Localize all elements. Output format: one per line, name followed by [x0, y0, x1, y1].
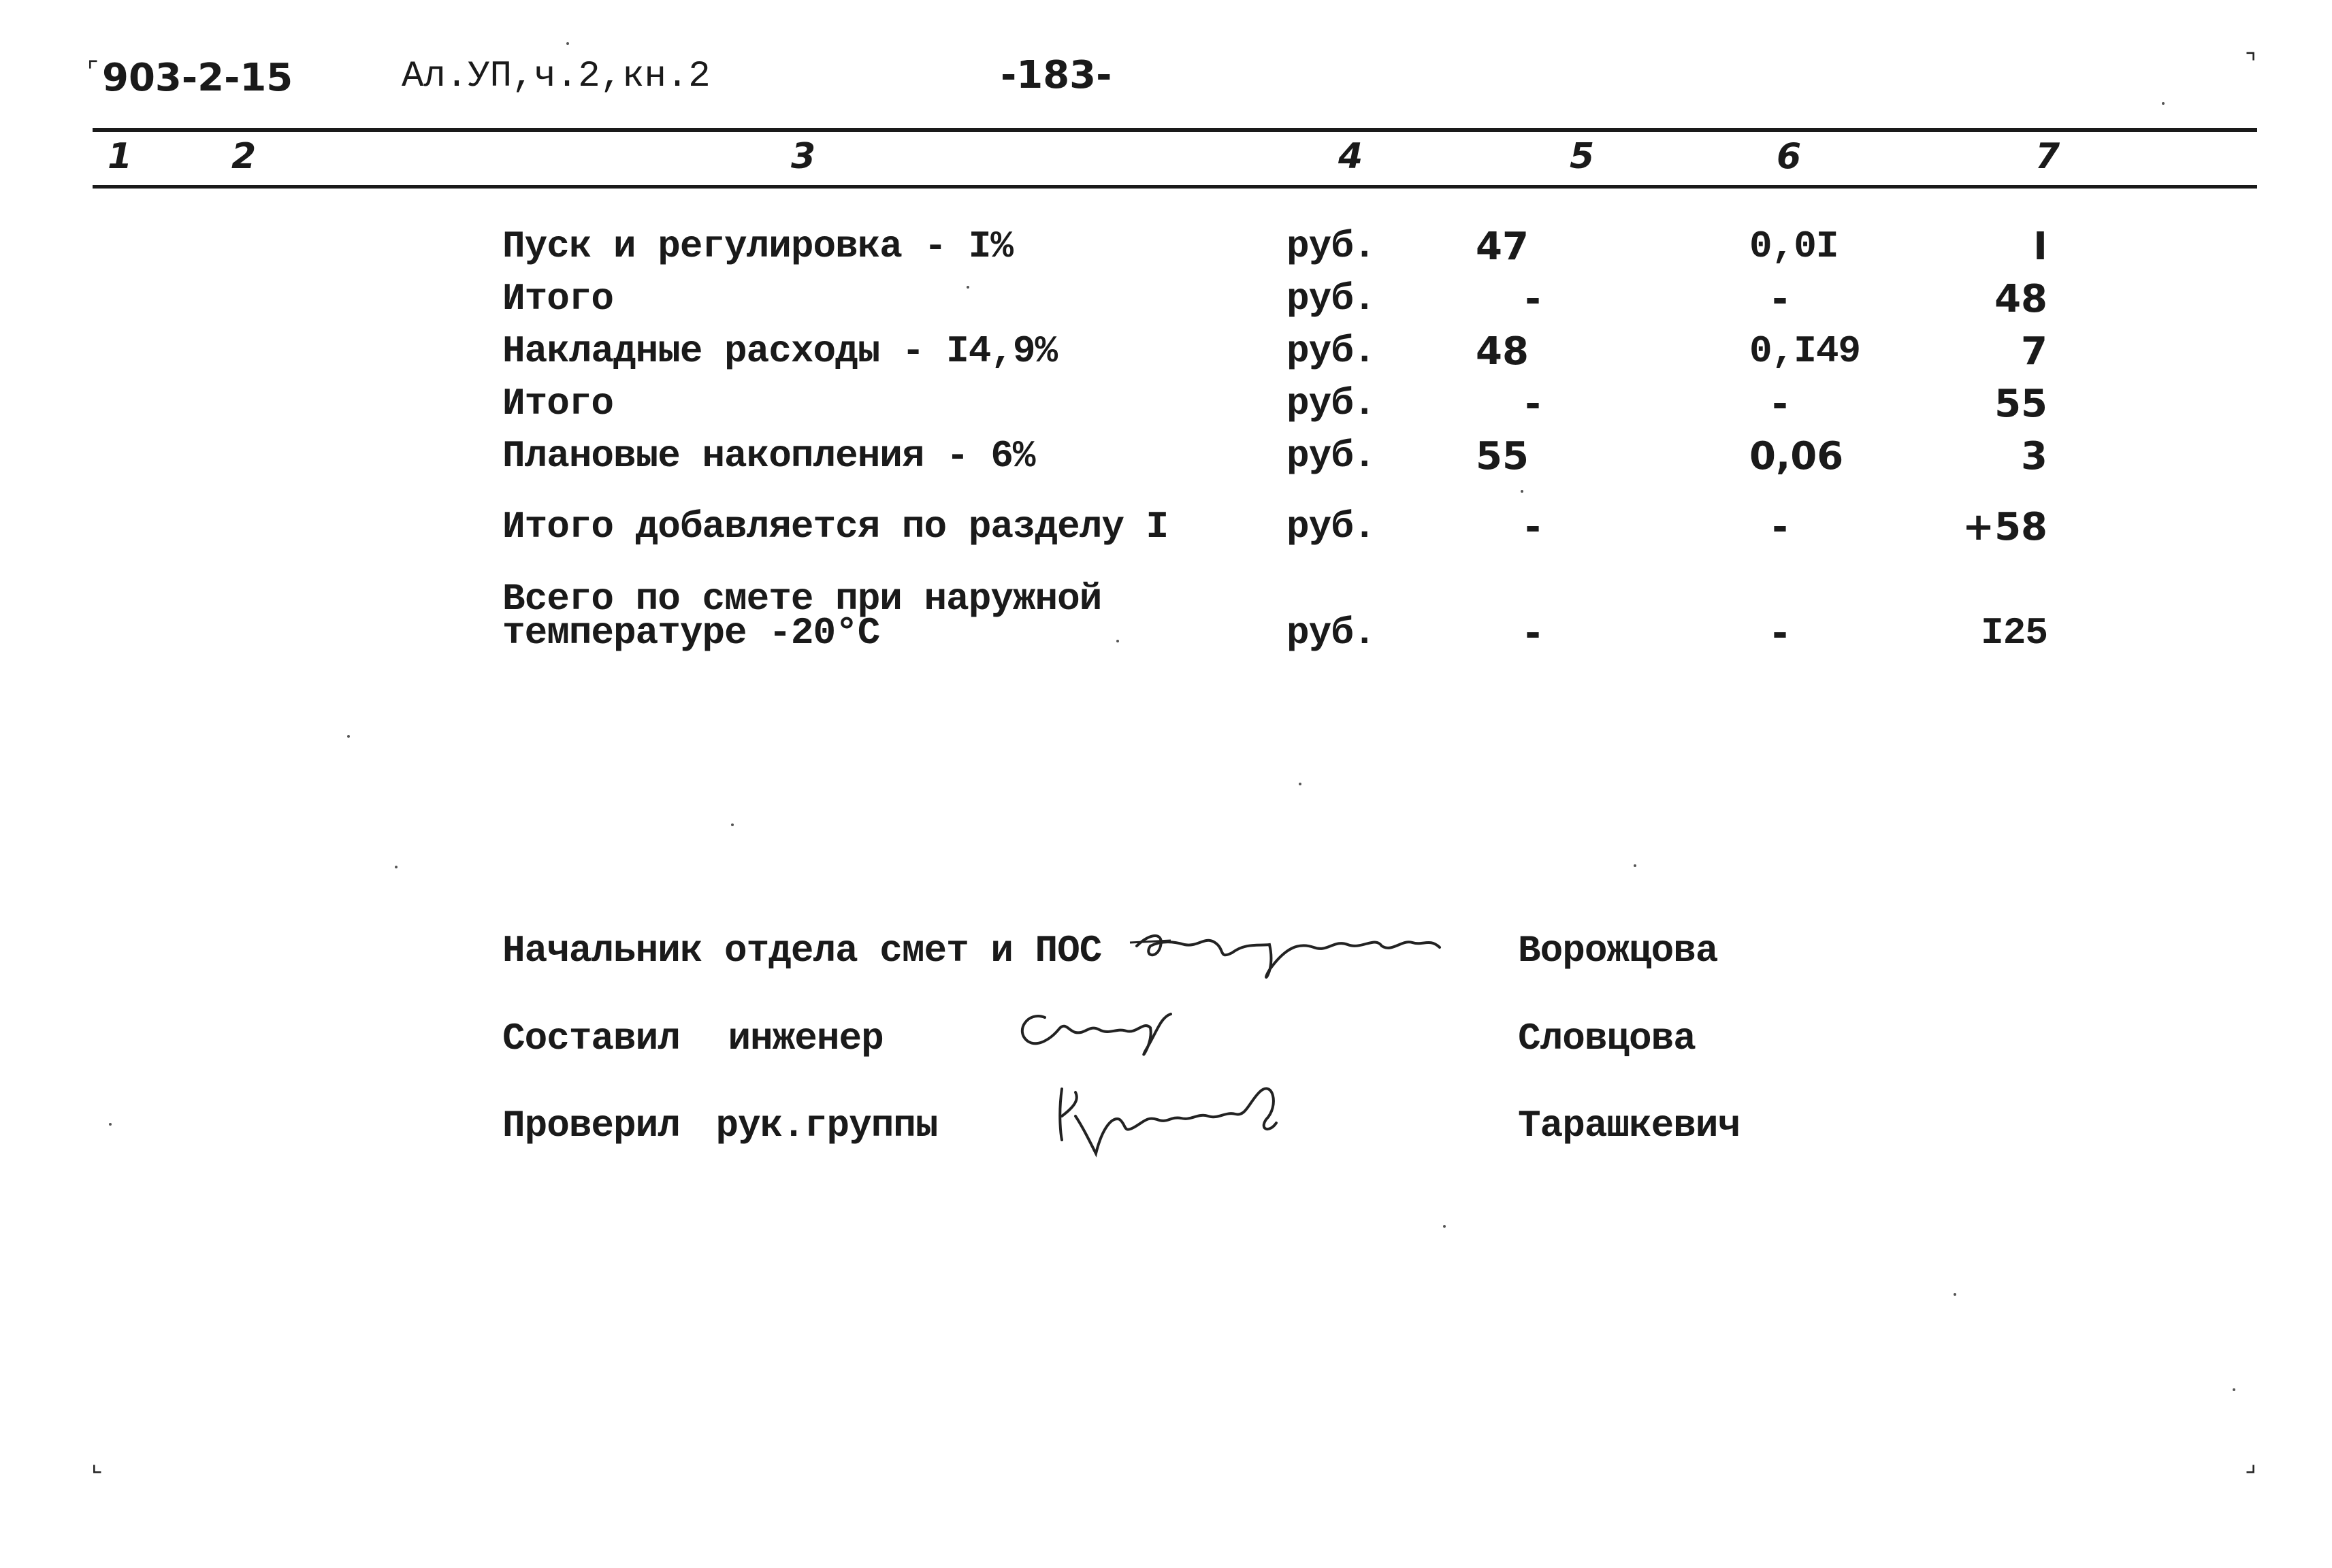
row-2-unit: руб. [1286, 277, 1376, 321]
row-2-base: - [1525, 277, 1541, 321]
row-3-unit: руб. [1286, 329, 1376, 373]
column-number-7: 7 [2035, 136, 2060, 177]
page-number: -183- [1001, 53, 1112, 97]
row-7-base: - [1525, 611, 1541, 655]
row-1-name: Пуск и регулировка - I% [502, 225, 1013, 268]
row-6-total: +58 [1962, 505, 2047, 549]
table-header-rule [93, 185, 2257, 189]
row-5-name: Плановые накопления - 6% [502, 434, 1035, 478]
column-number-1: 1 [108, 136, 133, 177]
row-1-rate: 0,0I [1749, 225, 1839, 268]
handwritten-signature-1 [1123, 905, 1450, 994]
corner-mark-bottom-right: ⌟ [2245, 1450, 2256, 1477]
row-4-unit: руб. [1286, 382, 1376, 425]
scan-speck [1299, 783, 1301, 785]
scan-speck [109, 1123, 112, 1126]
row-5-rate: 0,06 [1749, 434, 1844, 478]
signature-role-2: Составил инженер [502, 1017, 884, 1060]
column-number-3: 3 [791, 136, 816, 177]
row-3-total: 7 [2021, 329, 2047, 374]
column-number-4: 4 [1338, 136, 1363, 177]
row-6-unit: руб. [1286, 505, 1376, 549]
scan-speck [731, 823, 734, 826]
signature-name-2: Словцова [1518, 1017, 1696, 1060]
row-3-name: Накладные расходы - I4,9% [502, 329, 1058, 373]
scan-speck [1634, 864, 1636, 867]
signature-role-1: Начальник отдела смет и ПОС [502, 929, 1102, 973]
doc-code: 903-2-15 [102, 56, 293, 100]
signature-role-3: Проверил рук.группы [502, 1104, 938, 1147]
row-2-rate: - [1772, 277, 1788, 321]
row-7-name-line-1: Всего по смете при наружной [502, 577, 1102, 621]
row-5-total: 3 [2021, 434, 2047, 478]
corner-mark-top-right: ⌝ [2245, 49, 2256, 77]
signature-name-1: Ворожцова [1518, 929, 1718, 973]
corner-mark-bottom-left: ⌞ [91, 1450, 103, 1477]
row-7-name-line-2: температуре -20°С [502, 611, 880, 655]
handwritten-signature-3 [1041, 1051, 1300, 1167]
row-7-total: I25 [1981, 611, 2047, 655]
row-3-base: 48 [1476, 329, 1529, 374]
row-4-name: Итого [502, 382, 614, 425]
row-1-unit: руб. [1286, 225, 1376, 268]
signature-name-3: Тарашкевич [1518, 1104, 1740, 1147]
row-7-unit: руб. [1286, 611, 1376, 655]
column-number-6: 6 [1777, 136, 1802, 177]
corner-mark-top-left: ⌜ [87, 57, 99, 85]
scan-speck [347, 735, 350, 738]
row-5-unit: руб. [1286, 434, 1376, 478]
scan-speck [1521, 490, 1523, 493]
row-4-total: 55 [1994, 382, 2047, 426]
scan-speck [395, 866, 398, 868]
row-7-rate: - [1772, 611, 1788, 655]
row-2-name: Итого [502, 277, 614, 321]
table-top-rule [93, 128, 2257, 132]
row-6-base: - [1525, 505, 1541, 549]
scan-speck [1954, 1293, 1956, 1296]
row-1-total: I [2033, 225, 2047, 269]
row-3-rate: 0,I49 [1749, 329, 1861, 373]
scan-speck [1443, 1225, 1446, 1228]
album-reference: Ал.УП,ч.2,кн.2 [402, 56, 711, 97]
row-5-base: 55 [1476, 434, 1529, 478]
row-6-rate: - [1772, 505, 1788, 549]
scan-speck [967, 286, 969, 289]
column-number-5: 5 [1570, 136, 1595, 177]
row-4-base: - [1525, 382, 1541, 426]
scan-speck [2233, 1388, 2235, 1391]
row-2-total: 48 [1994, 277, 2047, 321]
scan-speck [2162, 102, 2165, 105]
row-1-base: 47 [1476, 225, 1529, 269]
row-4-rate: - [1772, 382, 1788, 426]
row-6-name: Итого добавляется по разделу I [502, 505, 1169, 549]
scan-speck [566, 42, 569, 45]
scan-speck [1116, 640, 1119, 642]
column-number-2: 2 [231, 136, 257, 177]
